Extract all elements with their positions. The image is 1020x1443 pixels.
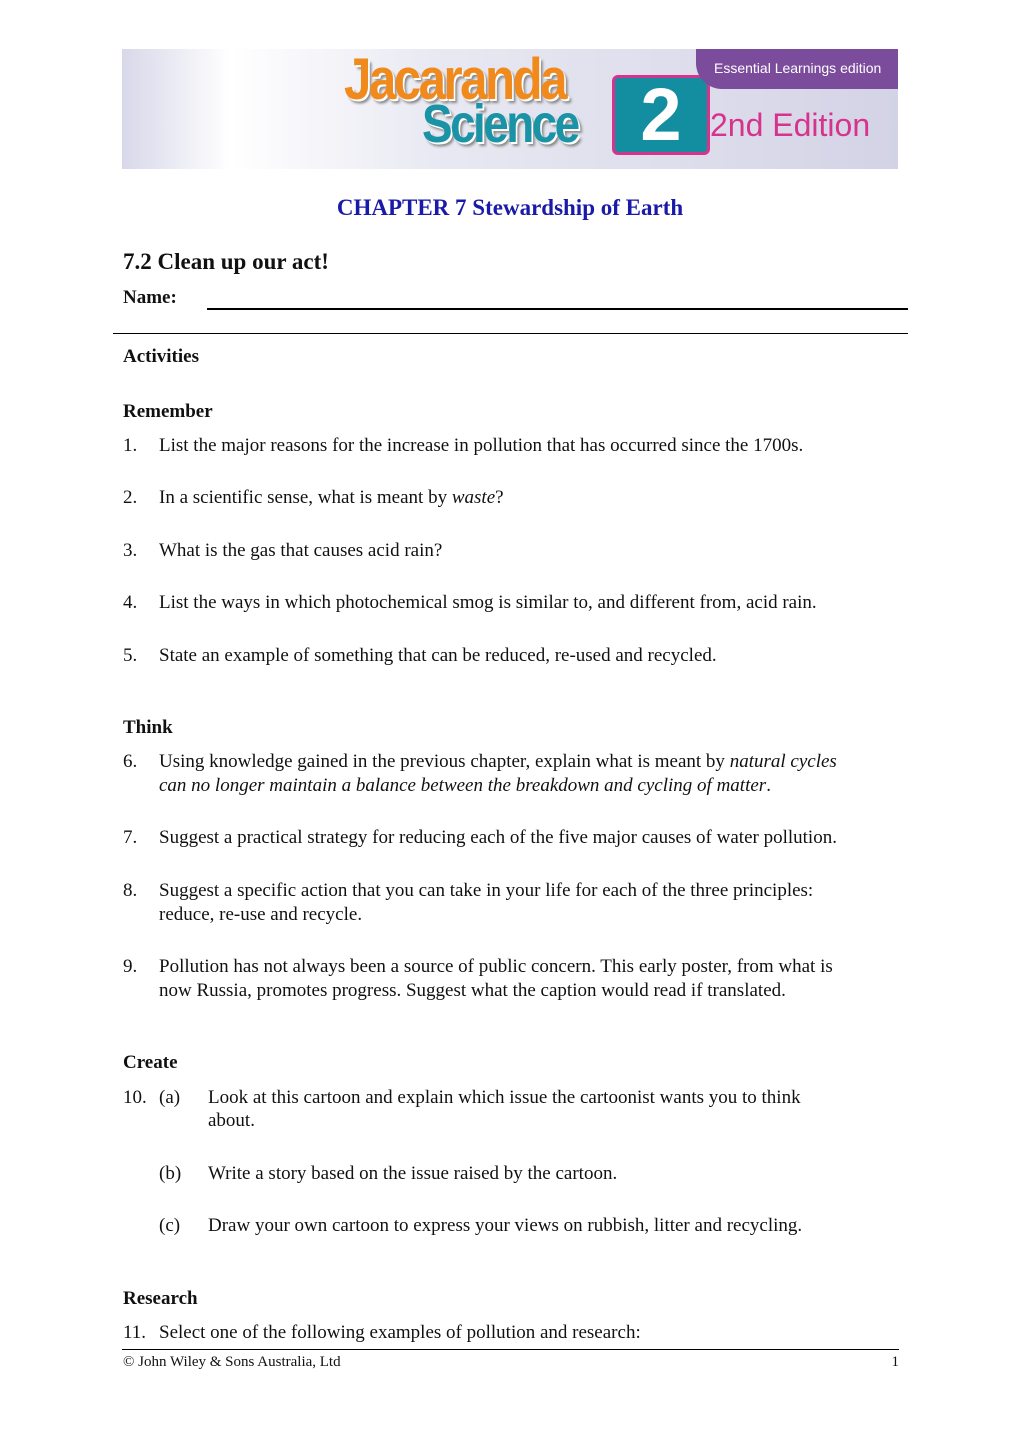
question-7: Suggest a practical strategy for reducing each of the five major causes of water pollution. — [159, 827, 837, 848]
sub-label: (c) — [159, 1215, 181, 1236]
q2-post: ? — [495, 487, 504, 508]
item-number: 5. — [123, 645, 138, 666]
question-10b: Write a story based on the issue raised by the cartoon. — [208, 1163, 618, 1184]
item-number: 1. — [123, 435, 138, 456]
remember-heading: Remember — [123, 401, 213, 422]
think-heading: Think — [123, 717, 173, 738]
item-number: 7. — [123, 827, 138, 848]
item-number: 6. — [123, 751, 138, 772]
question-6-line2 — [159, 774, 771, 798]
question-2 — [159, 486, 504, 510]
question-5: State an example of something that can be reduced, re-used and recycled. — [159, 645, 717, 666]
logo-number: 2 — [612, 75, 710, 155]
question-3: What is the gas that causes acid rain? — [159, 540, 443, 561]
chapter-title: CHAPTER 7 Stewardship of Earth — [336, 195, 684, 220]
page-number: 1 — [891, 1354, 899, 1370]
question-11: Select one of the following examples of pollution and research: — [159, 1322, 641, 1343]
edition-label: 2nd Edition — [710, 107, 871, 143]
divider — [113, 333, 908, 334]
question-9-line2: now Russia, promotes progress. Suggest what the caption would read if translated. — [159, 980, 786, 1001]
item-number: 10. — [123, 1087, 147, 1108]
q6-post: . — [766, 775, 771, 796]
research-heading: Research — [123, 1288, 198, 1309]
item-number: 8. — [123, 880, 138, 901]
question-1: List the major reasons for the increase in pollution that has occurred since the 1700s. — [159, 435, 804, 456]
item-number: 11. — [123, 1322, 147, 1343]
question-4: List the ways in which photochemical smog is similar to, and different from, acid rain. — [159, 592, 817, 613]
sub-label: (a) — [159, 1087, 181, 1108]
create-heading: Create — [123, 1052, 178, 1073]
q6-em2: can no longer maintain a balance between the breakdown and cycling of matter — [159, 775, 767, 796]
edition-tab: Essential Learnings edition — [696, 49, 898, 89]
q6-text: Using knowledge gained in the previous chapter, explain what is meant by — [159, 751, 730, 772]
sub-label: (b) — [159, 1163, 182, 1184]
item-number: 4. — [123, 592, 138, 613]
question-8-line2: reduce, re-use and recycle. — [159, 904, 363, 925]
logo-science: Science — [422, 94, 578, 154]
copyright: © John Wiley & Sons Australia, Ltd — [123, 1354, 341, 1370]
question-8-line1: Suggest a specific action that you can take in your life for each of the three principles: — [159, 880, 814, 901]
q2-em: waste — [451, 487, 496, 508]
name-label: Name: — [123, 287, 177, 308]
question-10c: Draw your own cartoon to express your views on rubbish, litter and recycling. — [208, 1215, 803, 1236]
jacaranda-science-banner — [122, 49, 898, 169]
q2-text: In a scientific sense, what is meant by — [159, 487, 452, 508]
activities-heading: Activities — [123, 346, 199, 367]
section-title: 7.2 Clean up our act! — [123, 249, 329, 274]
item-number: 2. — [123, 487, 138, 508]
footer-rule — [122, 1349, 899, 1350]
question-10a-line1: Look at this cartoon and explain which issue the cartoonist wants you to think — [208, 1087, 801, 1108]
question-10a-line2: about. — [208, 1110, 255, 1131]
question-9-line1: Pollution has not always been a source of public concern. This early poster, from what is — [159, 956, 833, 977]
logo-jacaranda: Jacaranda — [344, 49, 565, 112]
question-6-line1 — [159, 750, 837, 774]
q6-em: natural cycles — [729, 751, 837, 772]
item-number: 9. — [123, 956, 138, 977]
name-field-line[interactable] — [207, 308, 908, 310]
item-number: 3. — [123, 540, 138, 561]
